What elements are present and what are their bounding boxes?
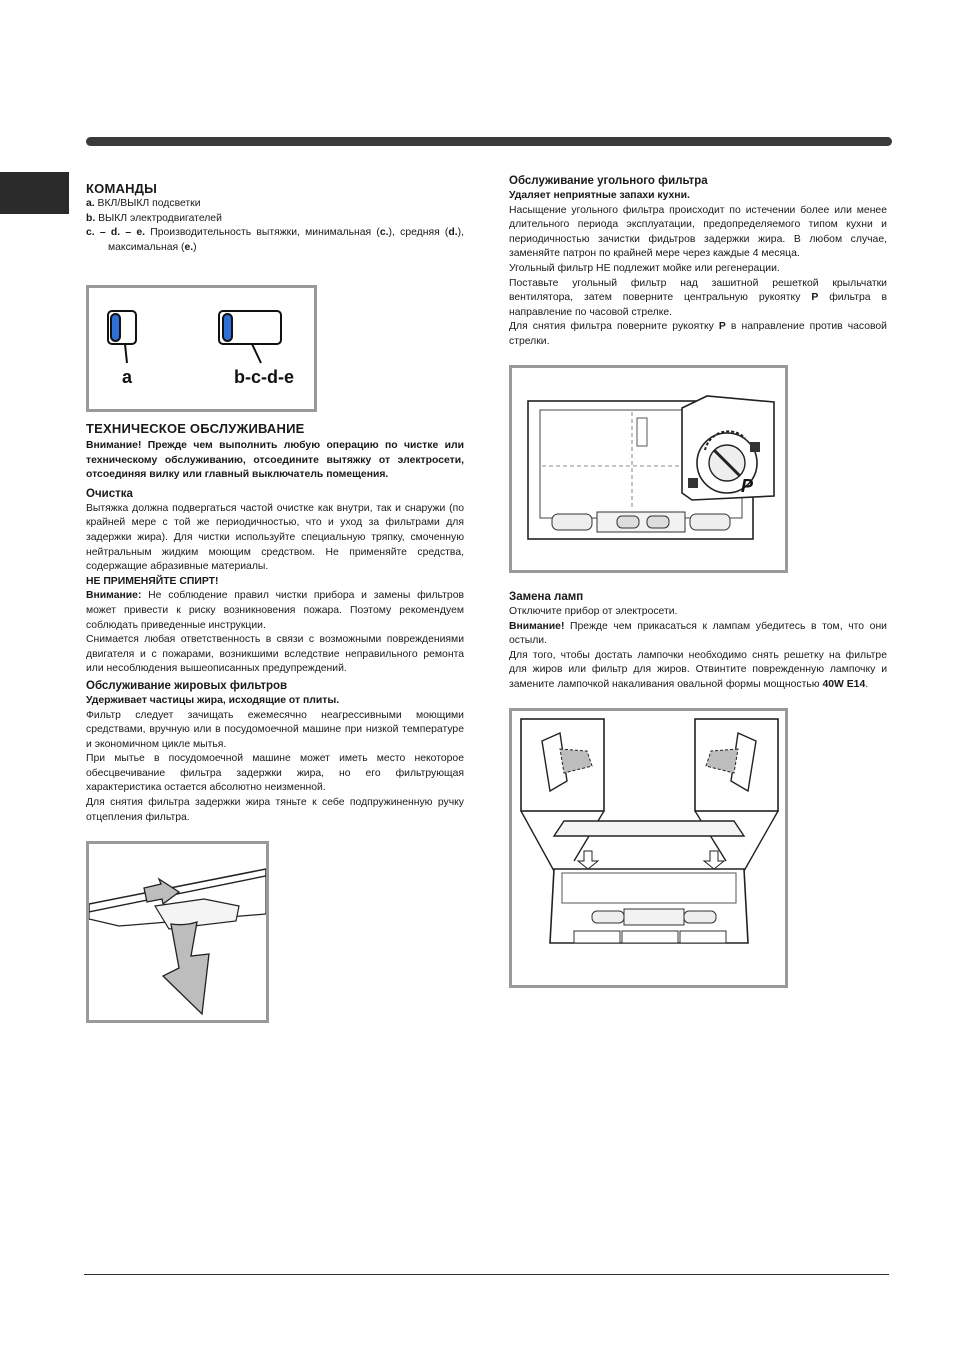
liability-paragraph: Снимается любая ответственность в связи с возможными повреждениями двигателя и с пожарами, возникшими вследствие неправильного ремонта или несоблюдения вышеописанных предупреждений.	[86, 634, 464, 675]
grease-filter-p1: Фильтр следует зачищать ежемесячно неагрессивными моющими средствами, вручную или в посудомоечной машине при низкой температуре и экономичном цикле мытья.	[86, 709, 464, 750]
charcoal-p2: Угольный фильтр НЕ подлежит мойке или регенерации.	[509, 262, 780, 274]
cleaning-title: Очистка	[86, 487, 133, 500]
charcoal-filter-figure	[509, 365, 788, 573]
grease-filter-subtitle: Удерживает частицы жира, исходящие от плиты.	[86, 694, 340, 706]
lamps-p3: Для того, чтобы достать лампочки необходимо снять решетку на фильтре для жиров или фильтр для жиров. Отвинтите поврежденную лампочку и замените лампочкой накаливания овальной формы мощностью 40W E14.	[509, 649, 887, 690]
maintenance-title: ТЕХНИЧЕСКОЕ ОБСЛУЖИВАНИЕ	[86, 421, 305, 436]
charcoal-filter-illustration	[512, 368, 785, 570]
charcoal-p4: Для снятия фильтра поверните рукоятку P в направление против часовой стрелки.	[509, 321, 887, 347]
top-rule	[86, 137, 892, 146]
grease-filter-illustration	[89, 844, 266, 1020]
grease-filter-title: Обслуживание жировых фильтров	[86, 679, 288, 692]
bottom-rule	[84, 1274, 889, 1275]
label-bcde: b-c-d-e	[234, 367, 294, 387]
charcoal-p3: Поставьте угольный фильтр над зашитной решеткой крыльчатки вентилятора, затем поверните центральную рукоятку P фильтра в направление по часовой стрелке.	[509, 277, 887, 318]
lamp-replacement-illustration	[512, 711, 785, 985]
maintenance-warning: Внимание! Прежде чем выполнить любую операцию по чистке или техническому обслуживанию, отсоедините вытяжку от электросети, отсоединяя вилку или главный выключатель помещения.	[86, 440, 464, 481]
lamps-title: Замена ламп	[509, 591, 584, 603]
right-column-lamps	[509, 590, 887, 693]
cleaning-warning: Внимание: Не соблюдение правил чистки прибора и замены фильтров может привести к риску возникновения пожара. Поэтому рекомендуем соблюдать приведенные инструкции.	[86, 590, 464, 631]
grease-filter-p2: При мытье в посудомоечной машине может иметь место некоторое обесцвечивание фильтра задержки жира, но его фильтрующая характеристика остается абсолютно неизменной.	[86, 753, 464, 794]
no-alcohol-warning: НЕ ПРИМЕНЯЙТЕ СПИРТ!	[86, 575, 219, 587]
controls-item-cde: c. – d. – e. Производительность вытяжки, минимальная (c.), средняя (d.), максимальная (e.)	[86, 227, 464, 253]
label-p: P	[741, 476, 754, 496]
left-column	[86, 180, 464, 255]
lamps-warning: Внимание! Прежде чем прикасаться к лампам убедитесь в том, что они остыли.	[509, 620, 887, 647]
lamps-p1: Отключите прибор от электросети.	[509, 606, 678, 617]
lamp-replacement-figure	[509, 708, 788, 988]
charcoal-p1: Насыщение угольного фильтра происходит по истечении более или менее длительного периода эксплуатации, предопределяемого типом кухни и периодичностью зачистки фидьтров задержки жира. В любом случае, заменяйте патрон по крайней мере через каждые 4 месяца.	[509, 204, 887, 260]
charcoal-subtitle: Удаляет неприятные запахи кухни.	[509, 190, 690, 201]
language-tab-marker	[0, 172, 69, 214]
maintenance-section	[86, 420, 464, 825]
controls-item-b: b. ВЫКЛ электродвигателей	[86, 212, 222, 224]
controls-figure	[86, 285, 317, 412]
switches-illustration	[89, 288, 314, 409]
label-a: a	[122, 367, 133, 387]
charcoal-title: Обслуживание угольного фильтра	[509, 175, 708, 187]
grease-filter-p3: Для снятия фильтра задержки жира тяньте к себе подпружиненную ручку отцепления фильтра.	[86, 797, 464, 823]
right-column-charcoal	[509, 174, 887, 350]
controls-title: КОМАНДЫ	[86, 181, 158, 196]
controls-item-a: a. ВКЛ/ВЫКЛ подсветки	[86, 198, 201, 209]
grease-filter-figure	[86, 841, 269, 1023]
cleaning-paragraph: Вытяжка должна подвергаться частой очистке как внутри, так и снаружи (по крайней мере с той же периодичностью, что и уход за фильтрами для задержки жира). Для чистки используйте специальную тряпку, смоченную нейтральным жидким моющим средством. Не применяйте средства, содержащие абразивные материалы.	[86, 502, 464, 573]
